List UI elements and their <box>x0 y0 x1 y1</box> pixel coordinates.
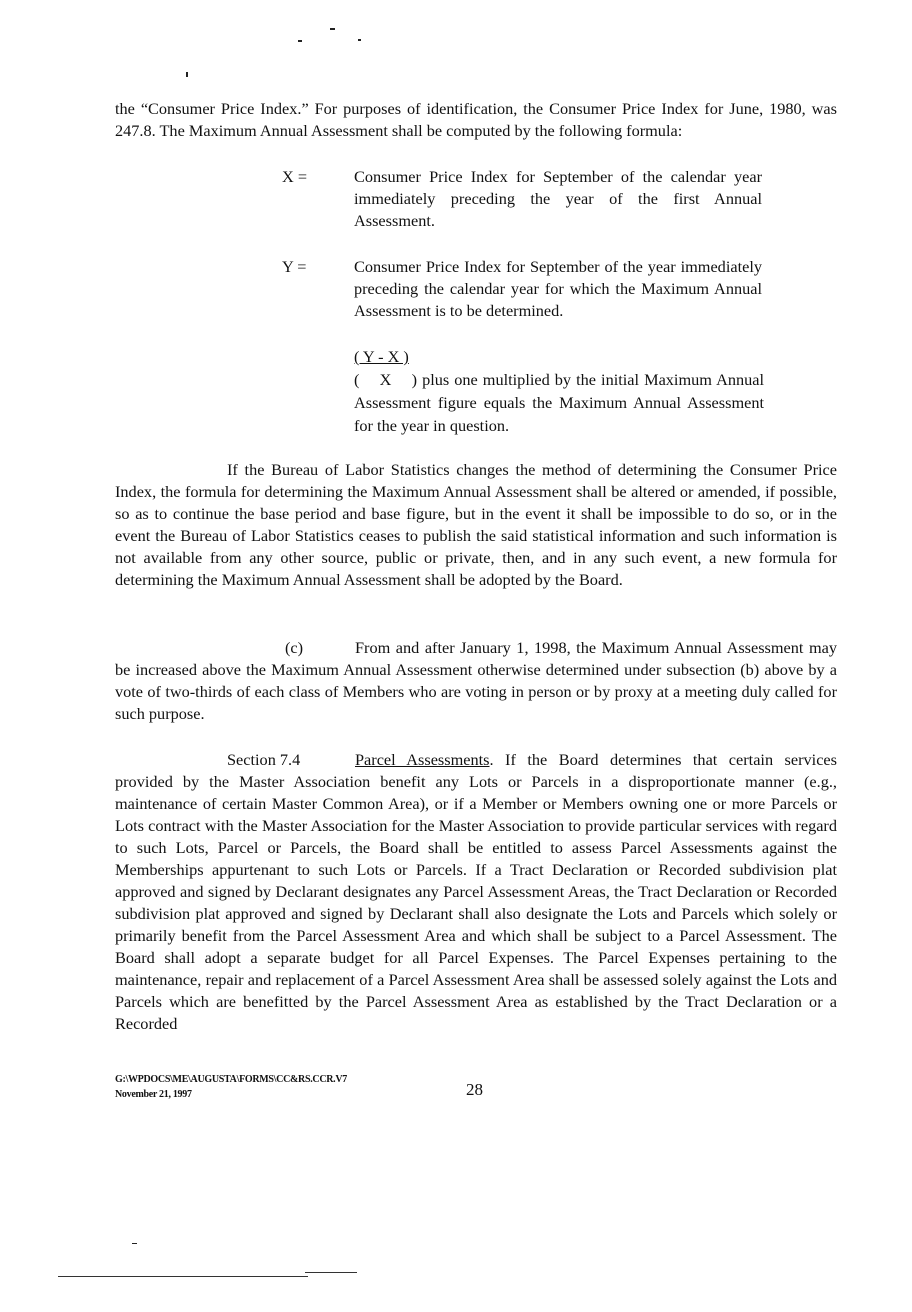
page-number: 28 <box>466 1080 483 1099</box>
scan-rule <box>58 1276 308 1277</box>
section-number: Section 7.4 <box>227 750 301 769</box>
definition-description: Consumer Price Index for September of the year immediately preceding the calendar year for which the Maximum Annual Assessment is to be determined. <box>354 257 762 320</box>
formula-line <box>354 368 764 437</box>
scan-rule <box>305 1272 357 1273</box>
subsection-label: (c) <box>285 638 304 657</box>
footer-file-path: G:\WPDOCS\ME\AUGUSTA\FORMS\CC&RS.CCR.V7 <box>115 1074 348 1085</box>
section-text: . If the Board determines that certain services provided by the Master Association benefit any Lots or Parcels in a disproportionate manner (e.g., maintenance of certain Master Common Area), or if a Member or Members owning one or more Parcels or Lots contract with the Master Association for the Master Association to provide particular services with regard to such Lots, Parcel or Parcels, the Board shall be entitled to assess Parcel Assessments against the Memberships appurtenant to such Lots or Parcels. If a Tract Declaration or Recorded subdivision plat approved and signed by Declarant designates any Parcel Assessment Areas, the Tract Declaration or Recorded subdivision plat approved and signed by Declarant shall also designate the Lots and Parcels which solely or primarily benefit from the Parcel Assessment Area and which shall be subject to a Parcel Assessment. The Board shall adopt a separate budget for all Parcel Expenses. The Parcel Expenses pertaining to the maintenance, repair and replacement of a Parcel Assessment Area shall be assessed solely against the Lots and Parcels which are benefitted by the Parcel Assessment Area as established by the Tract Declaration or a Recorded <box>115 750 837 1033</box>
footer-file-info <box>115 1072 347 1102</box>
definition-variable: Y = <box>282 257 307 276</box>
scan-speck <box>330 28 335 30</box>
section-heading: Parcel Assessments <box>355 750 490 769</box>
intro-paragraph: the “Consumer Price Index.” For purposes of identification, the Consumer Price Index for June, 1980, was 247.8. The Maximum Annual Assessment shall be computed by the following formula: <box>115 99 837 140</box>
scan-speck <box>132 1243 137 1244</box>
formula-denominator: ( X ) <box>354 370 417 389</box>
scan-speck <box>186 72 188 77</box>
scan-speck <box>298 40 302 42</box>
formula-block <box>354 345 764 437</box>
footer-date: November 21, 1997 <box>115 1089 192 1100</box>
definition-description: Consumer Price Index for September of the calendar year immediately preceding the year of the first Annual Assessment. <box>354 167 762 230</box>
section-7-4-paragraph <box>115 749 837 1035</box>
scan-speck <box>358 39 361 41</box>
subsection-c-paragraph <box>115 637 837 725</box>
bls-paragraph: If the Bureau of Labor Statistics changes the method of determining the Consumer Price Index, the formula for determining the Maximum Annual Assessment shall be altered or amended, if possible, so as to continue the base period and base figure, but in the event it shall be impossible to do so, or in the event the Bureau of Labor Statistics ceases to publish the said statistical information and such information is not available from any other source, public or private, then, and in any such event, a new formula for determining the Maximum Annual Assessment shall be adopted by the Board. <box>115 460 837 589</box>
formula-numerator: ( Y - X ) <box>354 347 409 366</box>
definition-variable: X = <box>282 167 308 186</box>
formula-description: plus one multiplied by the initial Maximum Annual Assessment figure equals the Maximum Annual Assessment for the year in question. <box>354 370 765 435</box>
subsection-text: From and after January 1, 1998, the Maximum Annual Assessment may be increased above the Maximum Annual Assessment otherwise determined under subsection (b) above by a vote of two-thirds of each class of Members who are voting in person or by proxy at a meeting duly called for such purpose. <box>115 638 837 723</box>
